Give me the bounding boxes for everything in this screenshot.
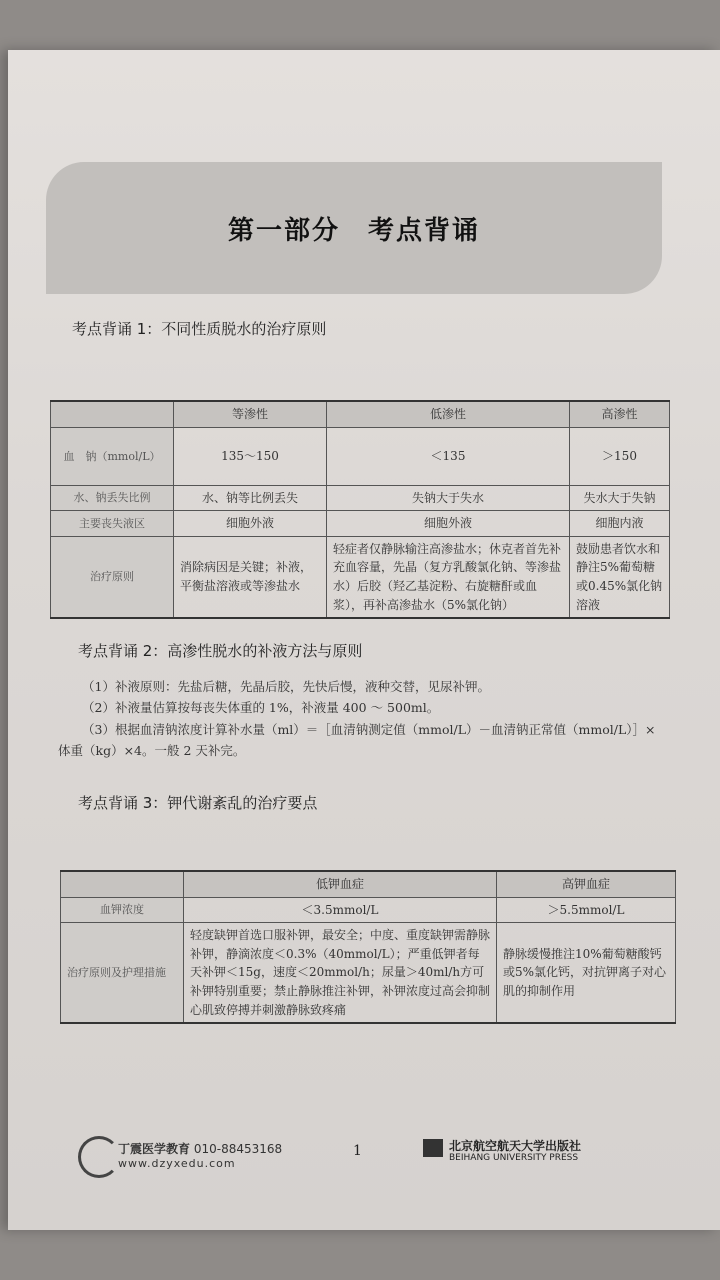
part-banner (46, 162, 662, 294)
table-cell: 消除病因是关键；补液，平衡盐溶液或等渗盐水 (174, 536, 327, 618)
left-brand-name: 丁震医学教育 (118, 1142, 191, 1156)
table-header-row (51, 401, 670, 427)
header-cell: 高渗性 (570, 401, 670, 427)
page-number: 1 (353, 1143, 362, 1159)
press-emblem-icon (423, 1139, 443, 1157)
header-cell: 高钾血症 (497, 871, 676, 897)
table-cell: 失钠大于失水 (327, 485, 570, 511)
header-cell: 低渗性 (327, 401, 570, 427)
header-cell (61, 871, 184, 897)
table-cell: 细胞内液 (570, 511, 670, 537)
header-cell: 等渗性 (174, 401, 327, 427)
left-publisher-logo (118, 1140, 282, 1170)
potassium-table (60, 870, 676, 1024)
part-title: 第一部分 考点背诵 (227, 216, 480, 246)
table-cell: 静脉缓慢推注10%葡萄糖酸钙或5%氯化钙，对抗钾离子对心肌的抑制作用 (497, 923, 676, 1023)
table-row (51, 511, 670, 537)
row-header: 血 钠（mmol/L） (51, 427, 174, 485)
table-cell: 鼓励患者饮水和静注5%葡萄糖或0.45%氯化钠溶液 (570, 536, 670, 618)
table-cell: 水、钠等比例丢失 (174, 485, 327, 511)
table-cell: 细胞外液 (327, 511, 570, 537)
row-header: 治疗原则 (51, 536, 174, 618)
table-row (61, 897, 676, 923)
list-item: 体重（kg）×4。一般 2 天补完。 (58, 742, 246, 758)
table-row (51, 427, 670, 485)
section1-title: 考点背诵 1：不同性质脱水的治疗原则 (72, 320, 327, 338)
section2-title: 考点背诵 2：高渗性脱水的补液方法与原则 (78, 642, 363, 660)
table-cell: 轻症者仅静脉输注高渗盐水；休克者首先补充血容量，先晶（复方乳酸氯化钠、等渗盐水）后胶（羟乙基淀粉、右旋糖酐或血浆），再补高渗盐水（5%氯化钠） (327, 536, 570, 618)
table-row (61, 923, 676, 1023)
left-url: www.dzyxedu.com (118, 1157, 236, 1170)
table-cell: ＞5.5mmol/L (497, 897, 676, 923)
header-cell: 低钾血症 (184, 871, 497, 897)
row-header: 水、钠丢失比例 (51, 485, 174, 511)
table-cell: 轻度缺钾首选口服补钾，最安全；中度、重度缺钾需静脉补钾，静滴浓度＜0.3%（40mmol/L）；严重低钾者每天补钾＜15g，速度＜20mmol/h；尿量＞40ml/h方可补钾特别重要；禁止静脉推注补钾，补钾浓度过高会抑制心肌致停搏并刺激静脉致疼痛 (184, 923, 497, 1023)
document-page (8, 50, 720, 1230)
row-header: 治疗原则及护理措施 (61, 923, 184, 1023)
table-cell: 失水大于失钠 (570, 485, 670, 511)
table-header-row (61, 871, 676, 897)
dehydration-table (50, 400, 670, 619)
table-cell: ＜135 (327, 427, 570, 485)
table-cell: 135～150 (174, 427, 327, 485)
left-phone: 010-88453168 (193, 1142, 283, 1156)
section3-title: 考点背诵 3：钾代谢紊乱的治疗要点 (78, 794, 318, 812)
list-item: （2）补液量估算按每丧失体重的 1%，补液量 400 ～ 500ml。 (82, 700, 440, 716)
row-header: 主要丧失液区 (51, 511, 174, 537)
section2-body (58, 676, 682, 761)
table-cell: ＜3.5mmol/L (184, 897, 497, 923)
right-brand-sub: BEIHANG UNIVERSITY PRESS (449, 1153, 579, 1163)
table-cell: 细胞外液 (174, 511, 327, 537)
header-cell (51, 401, 174, 427)
brand-swirl-icon (78, 1136, 120, 1178)
row-header: 血钾浓度 (61, 897, 184, 923)
table-row (51, 536, 670, 618)
right-brand-name: 北京航空航天大学出版社 (449, 1139, 582, 1153)
list-item: （3）根据血清钠浓度计算补水量（ml）＝［血清钠测定值（mmol/L）－血清钠正常值（mmol/L）］× (82, 721, 656, 737)
table-cell: ＞150 (570, 427, 670, 485)
list-item: （1）补液原则：先盐后糖，先晶后胶，先快后慢，液种交替，见尿补钾。 (82, 679, 490, 694)
page-footer (8, 1085, 720, 1170)
table-row (51, 485, 670, 511)
